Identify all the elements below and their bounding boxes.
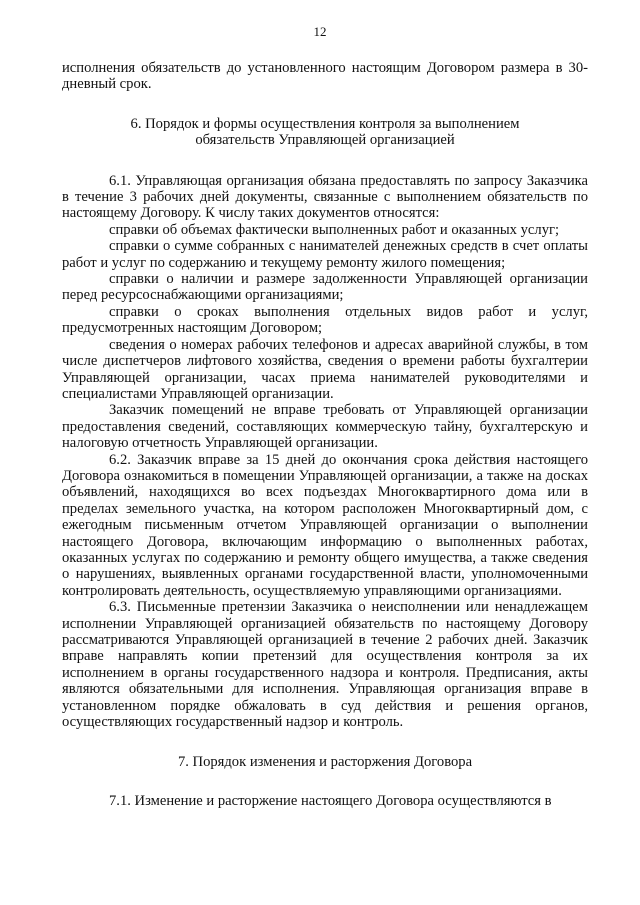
document-body	[62, 60, 588, 809]
list-item: справки об объемах фактически выполненных работ и оказанных услуг;	[109, 221, 560, 238]
section-7-heading: 7. Порядок изменения и расторжения Договора	[177, 754, 473, 771]
section-6-heading-line-1: 6. Порядок и формы осуществления контроля за выполнением	[130, 115, 520, 132]
list-item: справки о сроках выполнения отдельных видов работ и услуг, предусмотренных настоящим Договором;	[62, 303, 588, 337]
paragraph-6-2: 6.2. Заказчик вправе за 15 дней до окончания срока действия настоящего Договора ознакомиться в помещении Управляющей организации, а также на досках объявлений, находящихся во всех подъездах Многоквартирного дома или в пределах земельного участка, на котором расположен Многоквартирный дом, с ежегодным письменным отчетом Управляющей организации о выполнении настоящего Договора, включающим информацию о выполненных работах, оказанных услугах по содержанию и ремонту общего имущества, а также сведения о нарушениях, выявленных органами государственной власти, уполномоченными контролировать деятельность, осуществляемую управляющими организациями.	[62, 451, 588, 599]
intro-paragraph: исполнения обязательств до установленного настоящим Договором размера в 30-дневный срок.	[62, 60, 588, 93]
paragraph-7-1: 7.1. Изменение и расторжение настоящего Договора осуществляются в	[109, 792, 552, 809]
list-item: справки о наличии и размере задолженности Управляющей организации перед ресурсоснабжающими организациями;	[62, 271, 588, 304]
list-item: сведения о номерах рабочих телефонов и адресах аварийной службы, в том числе диспетчеров лифтового хозяйства, сведения о времени работы бухгалтерии Управляющей организации, часах приема нанимателей руководителями и специалистами Управляющей организации.	[62, 336, 588, 402]
section-6-heading	[62, 116, 588, 149]
list-item: справки о сумме собранных с нанимателей денежных средств в счет оплаты работ и услуг по содержанию и текущему ремонту жилого помещения;	[62, 238, 588, 271]
paragraph-6-1: 6.1. Управляющая организация обязана предоставлять по запросу Заказчика в течение 3 рабочих дней документы, связанные с выполнением обязательств по настоящему Договору. К числу таких документов относятся:	[62, 172, 588, 222]
page-number: 12	[313, 24, 327, 39]
section-6-heading-line-2: обязательств Управляющей организацией	[195, 132, 455, 149]
paragraph-restriction: Заказчик помещений не вправе требовать от Управляющей организации предоставления сведений, составляющих коммерческую тайну, бухгалтерскую и налоговую отчетность Управляющей организации.	[62, 402, 588, 452]
paragraph-6-3: 6.3. Письменные претензии Заказчика о неисполнении или ненадлежащем исполнении Управляющей организацией обязательств по настоящему Договору рассматриваются Управляющей организацией в течение 2 рабочих дней. Заказчик вправе направлять копии претензий для осуществления контроля за их исполнением в органы государственного надзора и контроля. Предписания, акты являются обязательными для исполнения. Управляющая организация вправе в установленном порядке обжаловать в суд действия и решения органов, осуществляющих государственный надзор и контроль.	[62, 599, 588, 731]
